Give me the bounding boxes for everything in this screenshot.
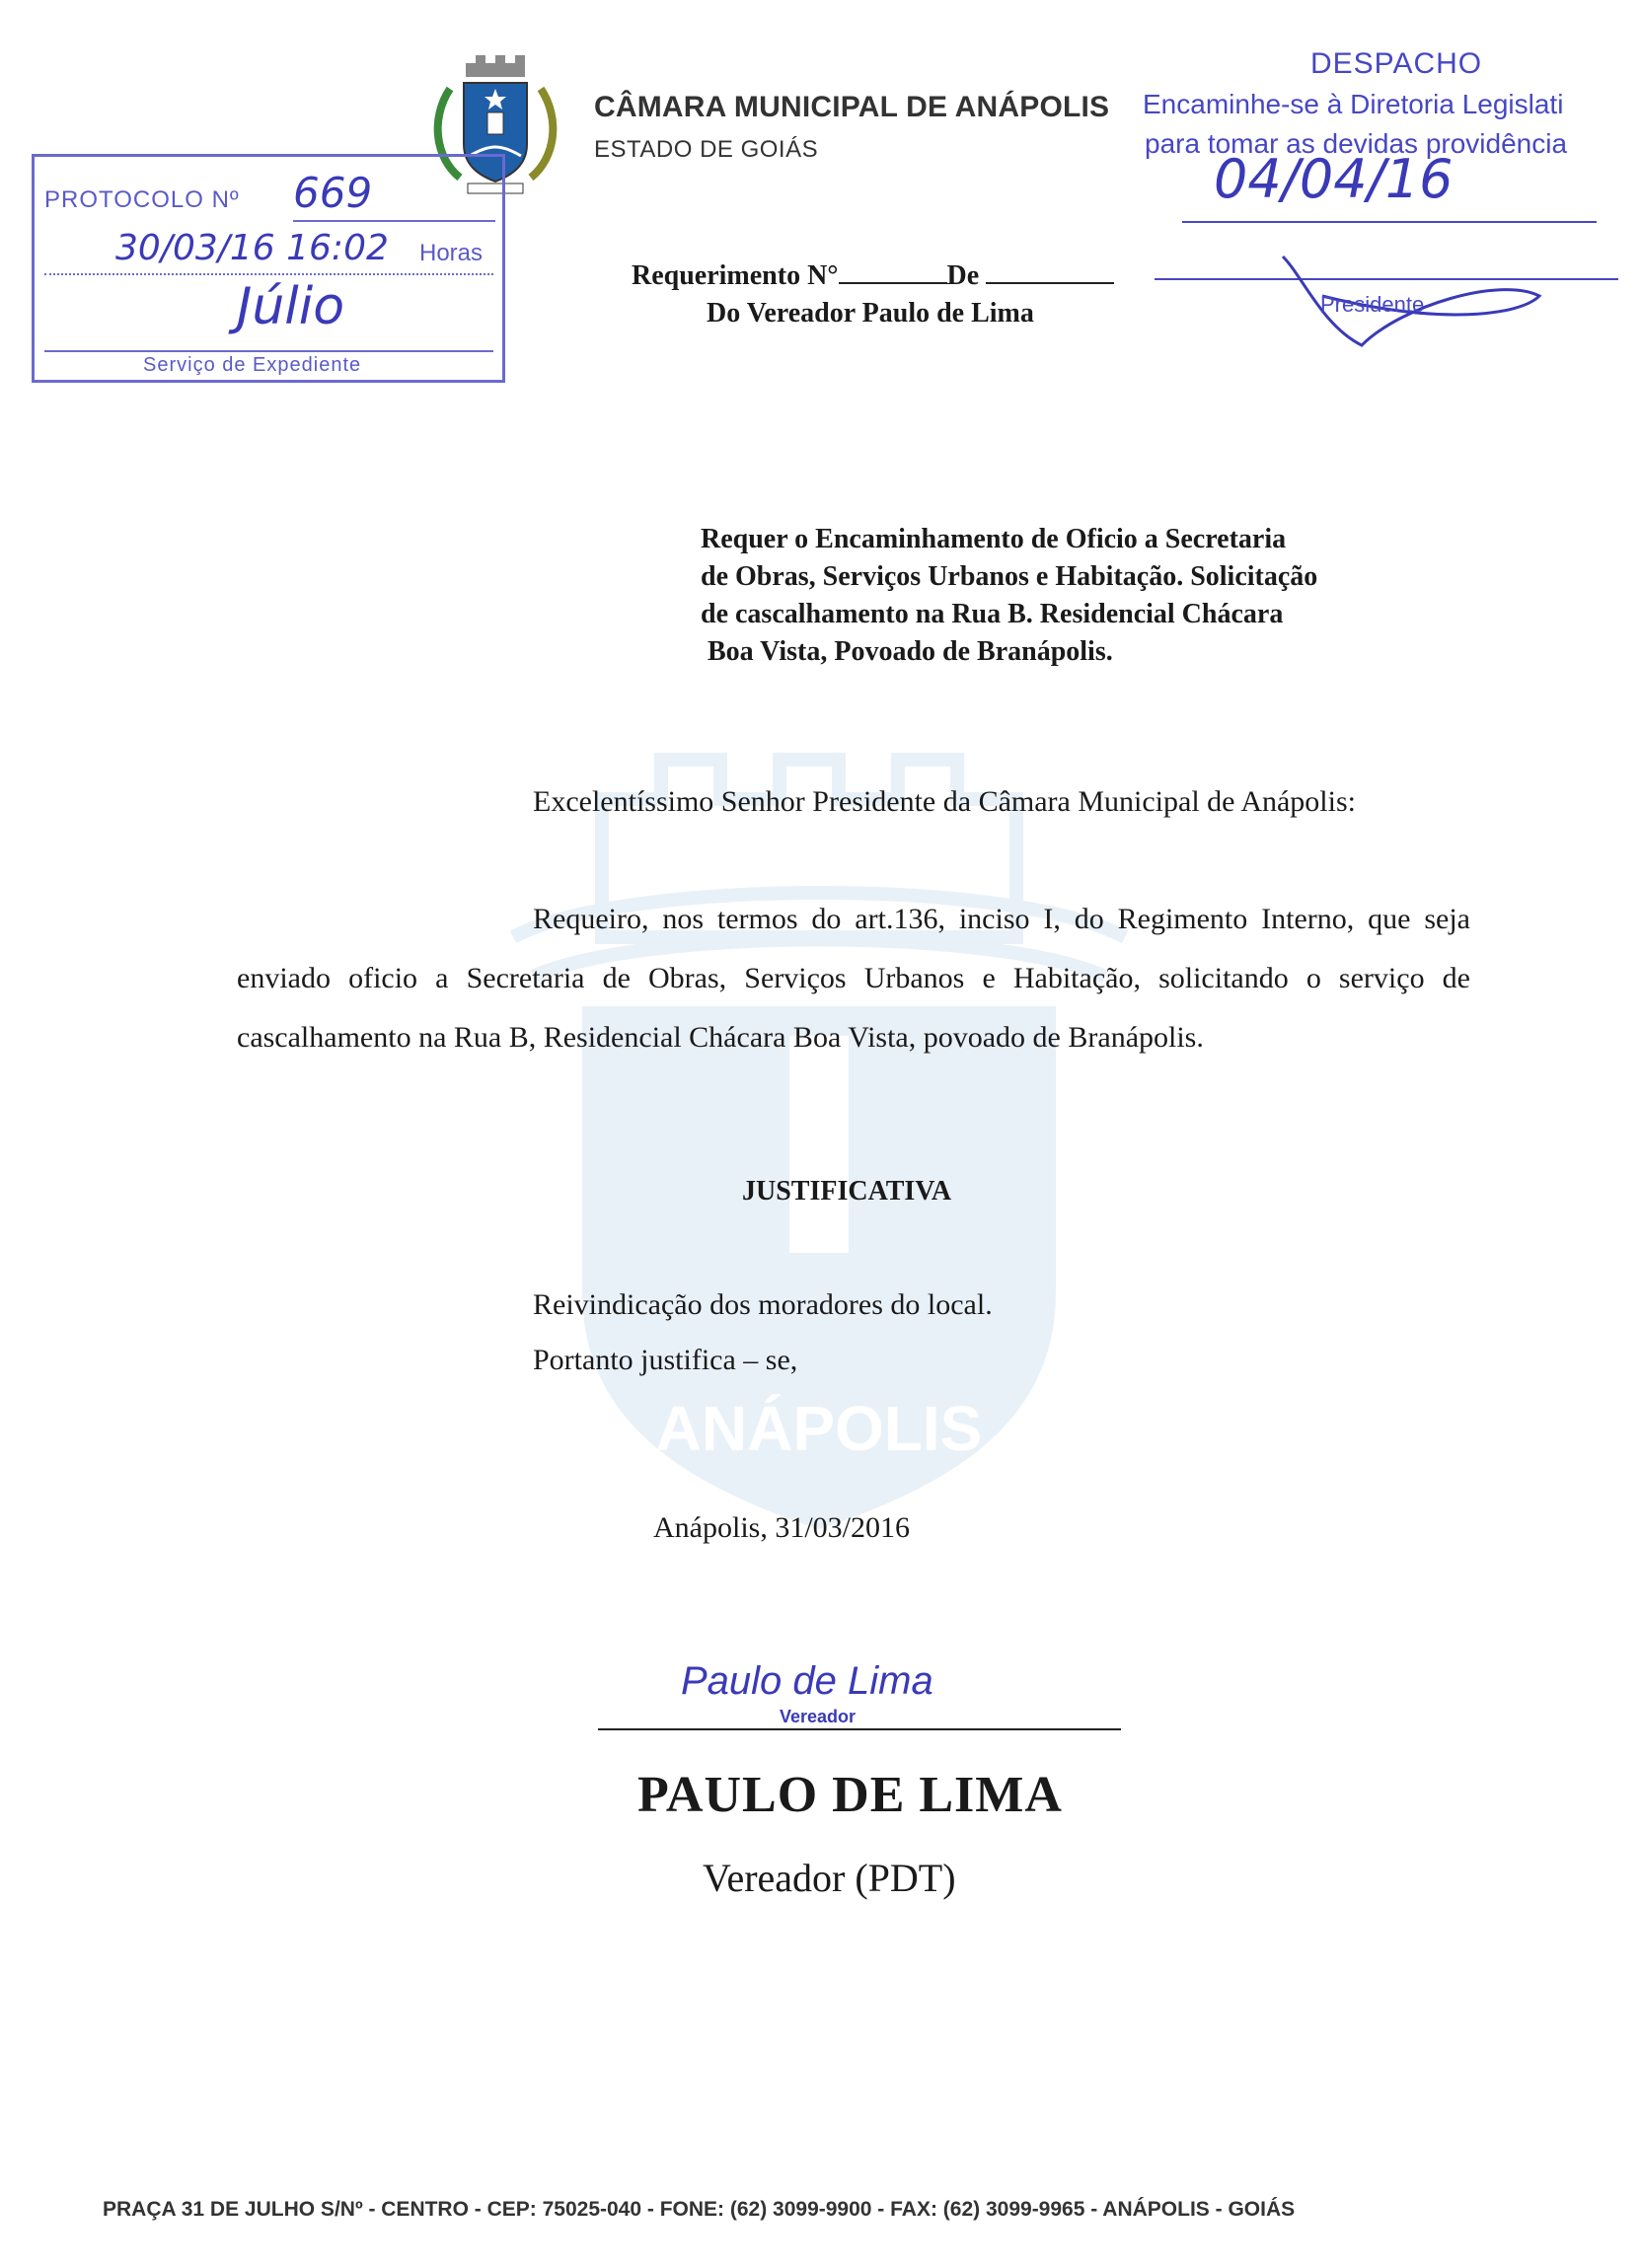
requerimento-date-blank	[986, 278, 1114, 284]
signature-line	[598, 1728, 1121, 1730]
protocol-number-line	[293, 220, 495, 222]
protocol-number: 669	[293, 169, 373, 217]
subject-line: Requer o Encaminhamento de Oficio a Secretaria	[701, 524, 1287, 554]
dispatch-date: 04/04/16	[1214, 148, 1454, 210]
receiver-signature: Júlio	[237, 277, 345, 336]
dispatch-president-label: Presidente	[1320, 292, 1425, 317]
greeting: Excelentíssimo Senhor Presidente da Câmara Municipal de Anápolis:	[533, 785, 1356, 818]
requerimento-date-label: De	[946, 260, 980, 291]
requerimento-number-label: Requerimento N°	[632, 260, 839, 291]
watermark-text: ANÁPOLIS	[655, 1393, 983, 1464]
dispatch-date-line	[1182, 221, 1597, 223]
protocol-stamp	[32, 154, 505, 383]
subject-line: Boa Vista, Povoado de Branápolis.	[701, 636, 1113, 667]
requerimento-number-blank	[839, 278, 947, 284]
dispatch-instruction-line1: Encaminhe-se à Diretoria Legislati	[1143, 89, 1564, 119]
organization-name: CÂMARA MUNICIPAL DE ANÁPOLIS	[594, 91, 1110, 123]
subject-block	[701, 521, 1317, 671]
hours-label: Horas	[419, 240, 484, 266]
dispatch-instruction-line2: para tomar as devidas providência	[1145, 128, 1568, 159]
subject-line: de Obras, Serviços Urbanos e Habitação. Solicitação	[701, 561, 1318, 592]
signature-stamp-name: Paulo de Lima	[681, 1659, 933, 1703]
stamp-footer: Serviço de Expediente	[143, 354, 362, 376]
signer-name: PAULO DE LIMA	[637, 1767, 1063, 1823]
place-date: Anápolis, 31/03/2016	[653, 1511, 910, 1544]
datetime-line	[44, 273, 493, 275]
request-paragraph: Requeiro, nos termos do art.136, inciso I, do Regimento Interno, que seja enviado oficio a Secretaria de Obras, Serviços Urbanos e Habitação, solicitando o serviço de cascalhamento na Rua B, Residencial Chácara Boa Vista, povoado de Branápolis.	[237, 903, 1470, 1054]
protocol-label: PROTOCOLO Nº	[44, 186, 240, 213]
requerimento-number-line	[632, 260, 1114, 292]
requerimento-author: Do Vereador Paulo de Lima	[707, 298, 1034, 329]
dispatch-title: DESPACHO	[1310, 47, 1483, 80]
footer-address: PRAÇA 31 DE JULHO S/Nº - CENTRO - CEP: 75025-040 - FONE: (62) 3099-9900 - FAX: (62) 3099-9965 - ANÁPOLIS - GOIÁS	[103, 2198, 1296, 2221]
protocol-datetime: 30/03/16 16:02	[115, 228, 389, 268]
justification-heading: JUSTIFICATIVA	[742, 1176, 952, 1207]
organization-state: ESTADO DE GOIÁS	[594, 136, 819, 163]
signer-role: Vereador (PDT)	[703, 1856, 956, 1900]
stamp-separator	[44, 350, 493, 352]
signature-stamp-role: Vereador	[780, 1707, 857, 1726]
justification-line1: Reivindicação dos moradores do local.	[533, 1288, 993, 1321]
subject-line: de cascalhamento na Rua B. Residencial Chácara	[701, 599, 1284, 629]
justification-line2: Portanto justifica – se,	[533, 1344, 798, 1376]
